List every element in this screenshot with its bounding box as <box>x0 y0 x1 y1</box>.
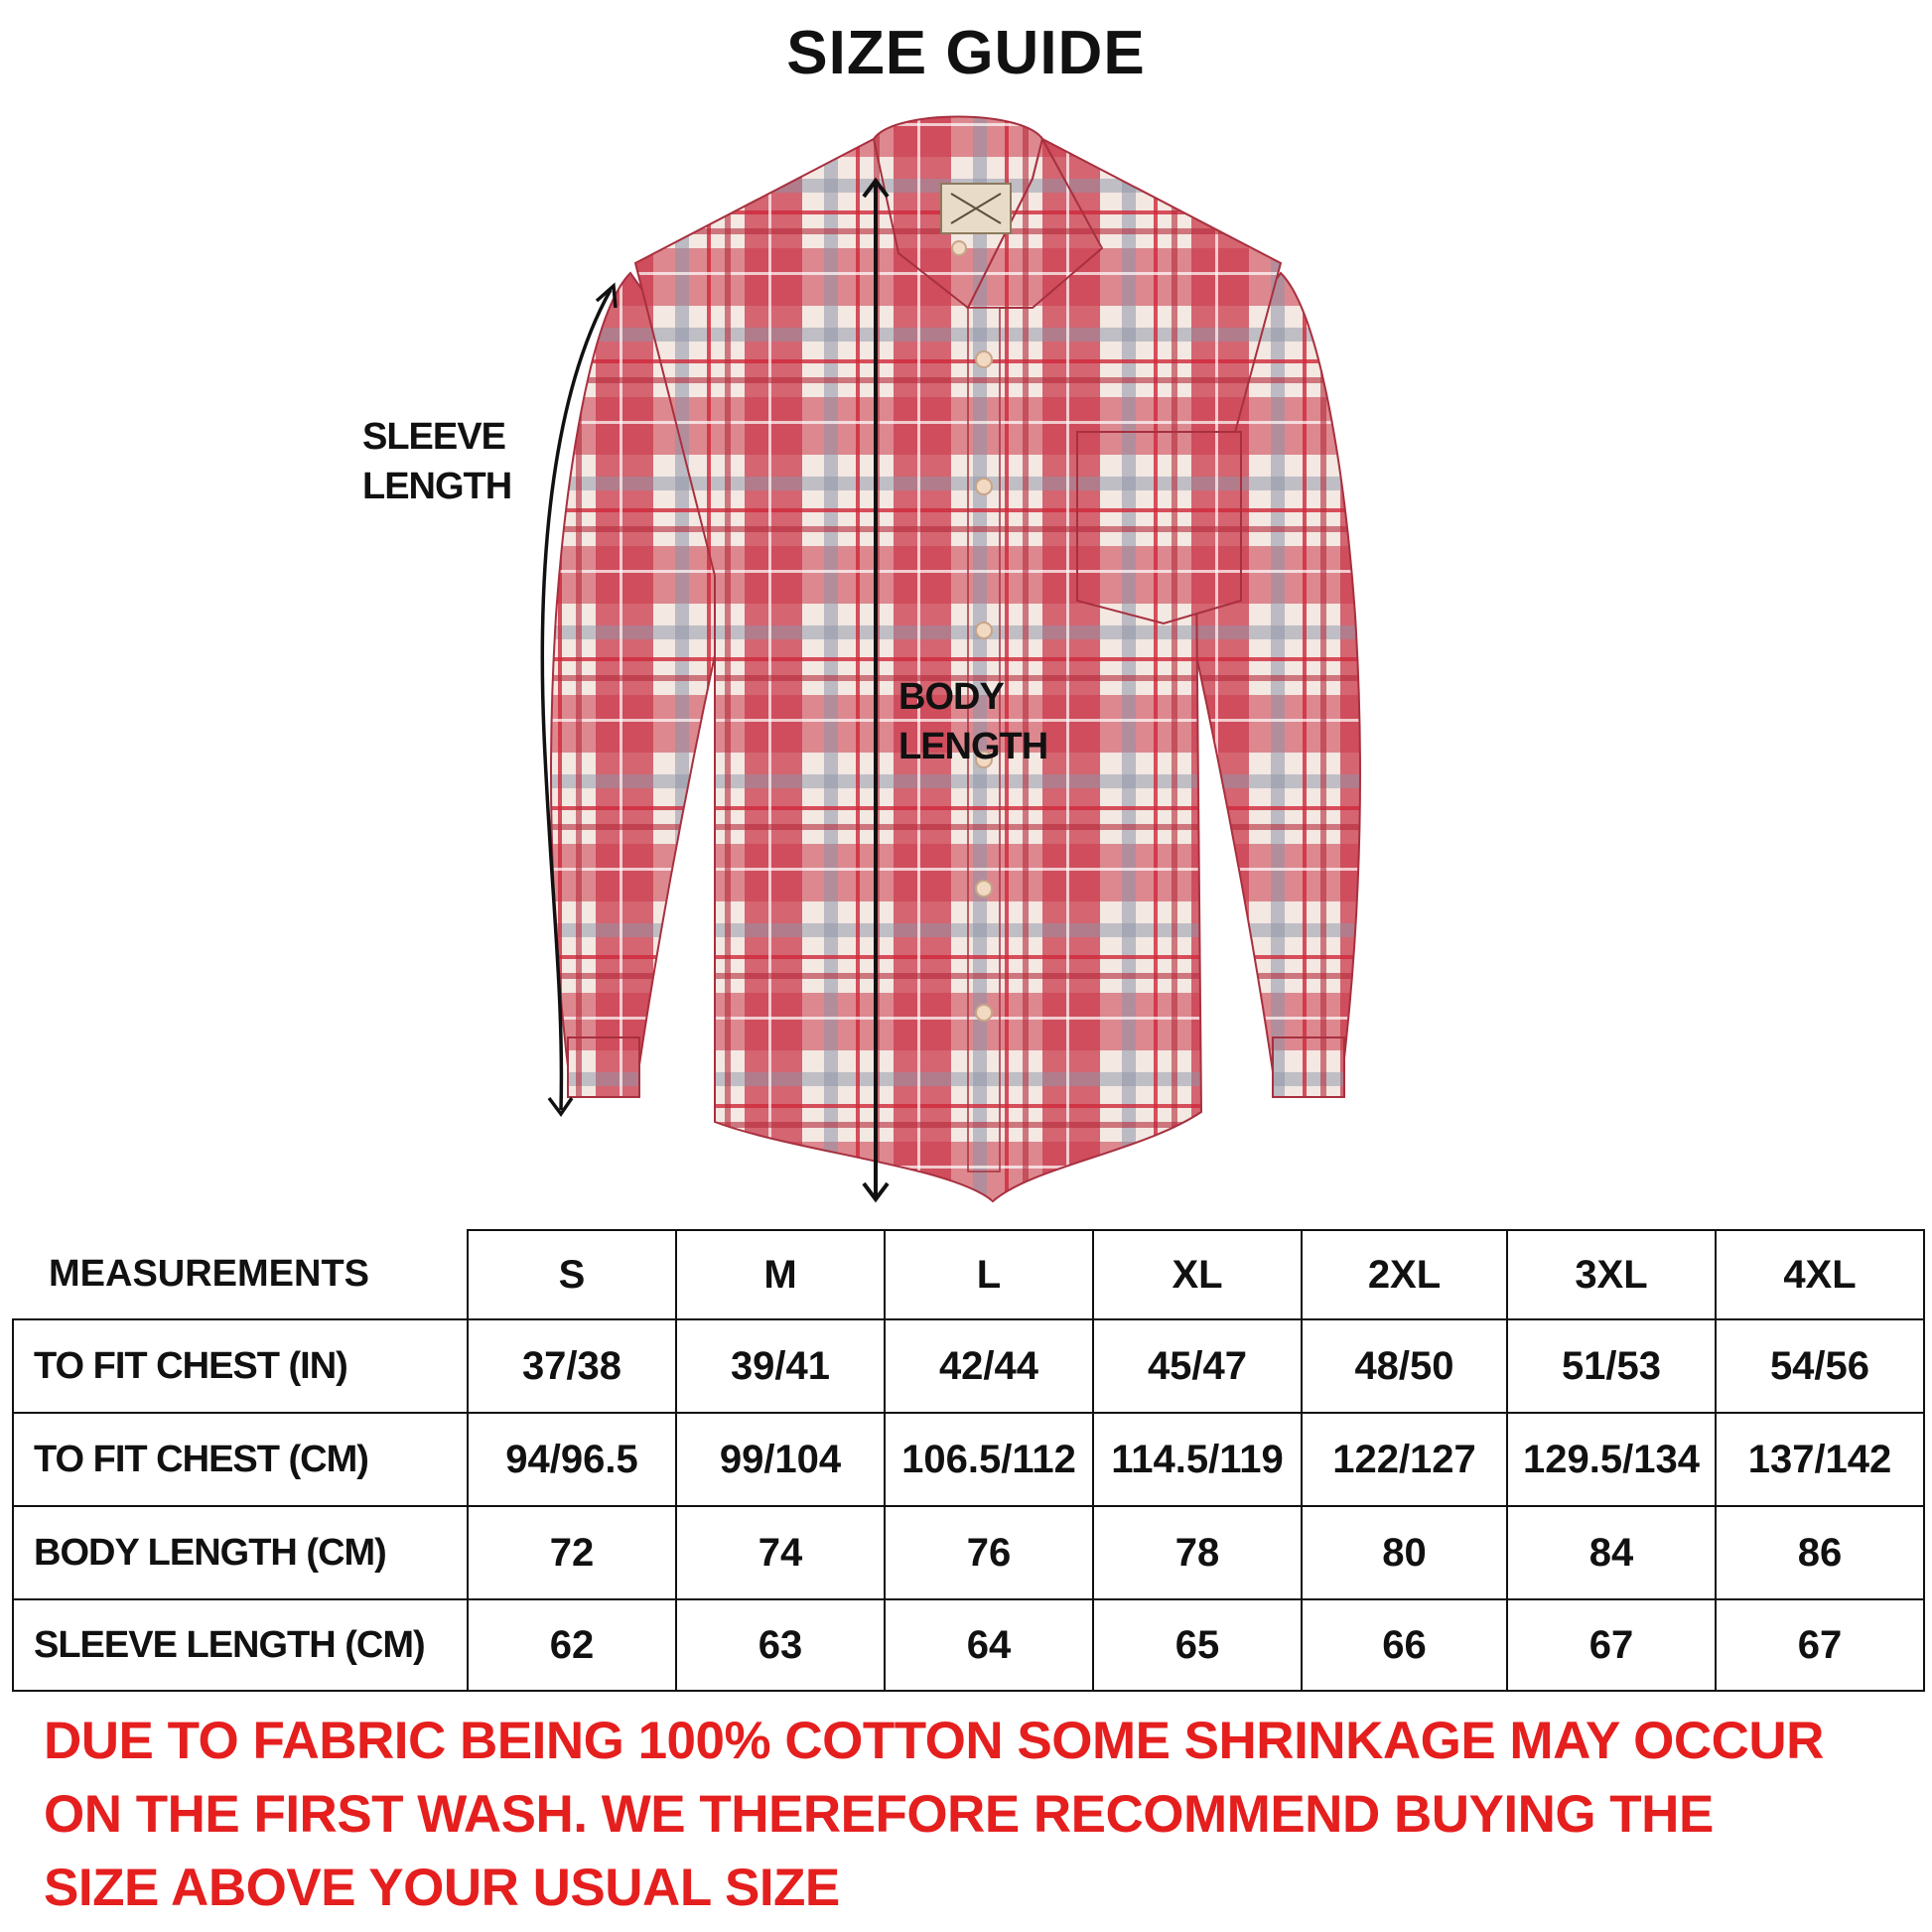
table-cell: 66 <box>1302 1599 1507 1691</box>
table-cell: 67 <box>1716 1599 1924 1691</box>
table-cell: 99/104 <box>676 1413 885 1506</box>
body-label-line1: BODY <box>898 676 1004 718</box>
table-cell: 67 <box>1507 1599 1716 1691</box>
table-cell: 64 <box>885 1599 1093 1691</box>
sleeve-length-label <box>362 412 511 511</box>
table-cell: 39/41 <box>676 1319 885 1413</box>
table-cell: 63 <box>676 1599 885 1691</box>
shrinkage-notice <box>44 1705 1910 1925</box>
sleeve-label-line2: LENGTH <box>362 466 512 507</box>
left-cuff <box>568 1037 639 1097</box>
table-cell: 45/47 <box>1093 1319 1302 1413</box>
row-label: TO FIT CHEST (IN) <box>13 1319 468 1413</box>
measurements-header: MEASUREMENTS <box>13 1230 468 1319</box>
table-row <box>13 1506 1924 1599</box>
table-cell: 74 <box>676 1506 885 1599</box>
body-length-label <box>898 672 1047 771</box>
size-table <box>12 1229 1925 1692</box>
row-label: SLEEVE LENGTH (CM) <box>13 1599 468 1691</box>
row-label: BODY LENGTH (CM) <box>13 1506 468 1599</box>
size-header: M <box>676 1230 885 1319</box>
table-cell: 42/44 <box>885 1319 1093 1413</box>
row-label: TO FIT CHEST (CM) <box>13 1413 468 1506</box>
table-cell: 129.5/134 <box>1507 1413 1716 1506</box>
notice-line3: SIZE ABOVE YOUR USUAL SIZE <box>44 1859 840 1917</box>
size-header: 2XL <box>1302 1230 1507 1319</box>
size-header: S <box>468 1230 676 1319</box>
table-cell: 62 <box>468 1599 676 1691</box>
plaid-shirt-illustration <box>0 99 1932 1231</box>
table-cell: 78 <box>1093 1506 1302 1599</box>
table-row <box>13 1599 1924 1691</box>
size-header: L <box>885 1230 1093 1319</box>
size-header: 4XL <box>1716 1230 1924 1319</box>
size-header: XL <box>1093 1230 1302 1319</box>
table-cell: 84 <box>1507 1506 1716 1599</box>
table-cell: 37/38 <box>468 1319 676 1413</box>
chest-pocket <box>1077 432 1241 623</box>
size-header: 3XL <box>1507 1230 1716 1319</box>
shirt-figure <box>0 99 1932 1231</box>
table-cell: 114.5/119 <box>1093 1413 1302 1506</box>
notice-line1: DUE TO FABRIC BEING 100% COTTON SOME SHRINKAGE MAY OCCUR <box>44 1712 1824 1770</box>
table-cell: 80 <box>1302 1506 1507 1599</box>
table-cell: 72 <box>468 1506 676 1599</box>
table-header-row <box>13 1230 1924 1319</box>
body-label-line2: LENGTH <box>898 726 1048 767</box>
sleeve-label-line1: SLEEVE <box>362 416 505 458</box>
table-cell: 106.5/112 <box>885 1413 1093 1506</box>
table-cell: 137/142 <box>1716 1413 1924 1506</box>
right-cuff <box>1273 1037 1344 1097</box>
notice-line2: ON THE FIRST WASH. WE THEREFORE RECOMMEND BUYING THE <box>44 1785 1714 1844</box>
table-cell: 122/127 <box>1302 1413 1507 1506</box>
table-cell: 94/96.5 <box>468 1413 676 1506</box>
table-cell: 65 <box>1093 1599 1302 1691</box>
table-cell: 76 <box>885 1506 1093 1599</box>
table-cell: 51/53 <box>1507 1319 1716 1413</box>
table-row <box>13 1413 1924 1506</box>
table-cell: 54/56 <box>1716 1319 1924 1413</box>
table-cell: 86 <box>1716 1506 1924 1599</box>
table-row <box>13 1319 1924 1413</box>
page-title: SIZE GUIDE <box>786 19 1146 87</box>
table-cell: 48/50 <box>1302 1319 1507 1413</box>
